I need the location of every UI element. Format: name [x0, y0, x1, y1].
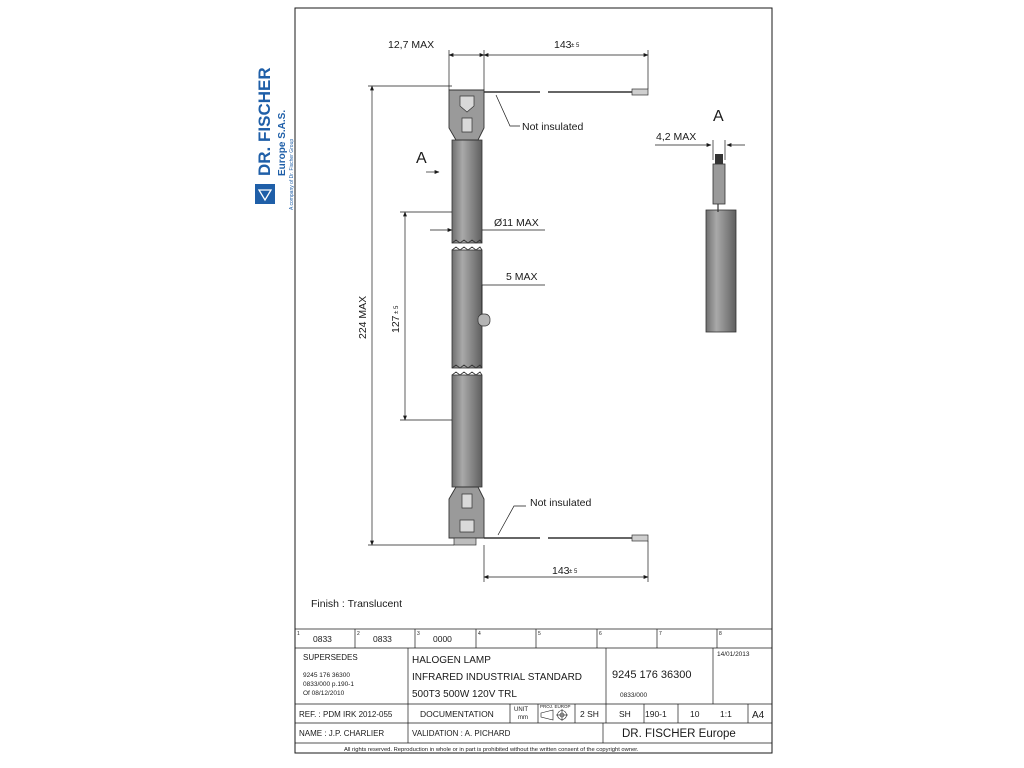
dim-filament-length: 127 — [390, 315, 402, 333]
logo-brand: DR. FISCHER — [255, 67, 274, 176]
rev-5-num: 5 — [538, 631, 541, 637]
rev-1-num: 1 — [297, 631, 300, 637]
sh-code: 190-1 — [645, 709, 667, 719]
projection-label: PROJ. EUROP — [540, 704, 571, 709]
part-sub: 0833/000 — [620, 692, 648, 699]
dim-pin: 5 MAX — [506, 271, 538, 283]
lamp-tube-top — [452, 140, 482, 243]
finish-note: Finish : Translucent — [311, 598, 403, 610]
sh-number: 10 — [690, 709, 700, 719]
view-label: A — [416, 150, 427, 167]
dim-lead-length-top: 143 — [554, 39, 572, 51]
rev-6-num: 6 — [599, 631, 602, 637]
dim-cap-width: 12,7 MAX — [388, 39, 435, 51]
drawing-date: 14/01/2013 — [717, 651, 750, 658]
sheet-count: 2 SH — [580, 709, 599, 719]
lamp-tube-bottom — [452, 375, 482, 487]
sh-label: SH — [619, 709, 631, 719]
dim-filament-tol: ± 5 — [394, 305, 400, 314]
logo-subtitle: Europe S.A.S. — [277, 109, 288, 176]
rev-2-num: 2 — [357, 631, 360, 637]
ref-number: REF. : PDM IRK 2012-055 — [299, 710, 393, 719]
detail-pin — [713, 164, 725, 204]
part-number: 9245 176 36300 — [612, 669, 692, 681]
lead-terminal-bottom — [632, 535, 648, 541]
dim-overall-length: 224 MAX — [357, 295, 369, 339]
note-top-lead: Not insulated — [522, 121, 584, 133]
exhaust-tip — [478, 314, 490, 326]
detail-pin-tip — [715, 154, 723, 164]
end-cap-bottom-foot — [454, 538, 476, 545]
rev-3-value: 0000 — [433, 634, 452, 644]
supersedes-line-1: 9245 176 36300 — [303, 672, 350, 679]
validation-name: VALIDATION : A. PICHARD — [412, 729, 511, 738]
dim-lead-tol-bottom: ± 5 — [569, 569, 578, 575]
rev-4-num: 4 — [478, 631, 481, 637]
paper-format: A4 — [752, 710, 765, 721]
title-line-2: INFRARED INDUSTRIAL STANDARD — [412, 672, 583, 683]
copyright-notice: All rights reserved. Reproduction in whole or in part is prohibited without the written consent of the copyright owner. — [344, 747, 639, 753]
dim-diameter: Ø11 MAX — [494, 217, 539, 229]
rev-8-num: 8 — [719, 631, 722, 637]
documentation-label: DOCUMENTATION — [420, 709, 494, 719]
logo-tagline: A company of Dr. Fischer Group — [289, 138, 295, 210]
rev-2-value: 0833 — [373, 634, 392, 644]
drafter-name: NAME : J.P. CHARLIER — [299, 729, 385, 738]
scale: 1:1 — [720, 709, 732, 719]
supersedes-line-2: 0833/000 p.190-1 — [303, 681, 354, 688]
rev-7-num: 7 — [659, 631, 662, 637]
lamp-tube-middle — [452, 250, 482, 368]
dim-lead-length-bottom: 143 — [552, 565, 570, 577]
dim-detail-width: 4,2 MAX — [656, 131, 697, 143]
note-bottom-lead: Not insulated — [530, 497, 592, 509]
supersedes-label: SUPERSEDES — [303, 653, 358, 662]
company-name: DR. FISCHER Europe — [622, 728, 736, 740]
rev-3-num: 3 — [417, 631, 420, 637]
title-line-1: HALOGEN LAMP — [412, 655, 491, 666]
rev-1-value: 0833 — [313, 634, 332, 644]
dim-lead-tol-top: ± 5 — [571, 43, 580, 49]
title-line-3: 500T3 500W 120V TRL — [412, 689, 517, 700]
unit-label: UNIT — [514, 707, 528, 713]
detail-tube — [706, 210, 736, 332]
lead-terminal-top — [632, 89, 648, 95]
unit-value: mm — [518, 715, 528, 721]
supersedes-line-3: Of 08/12/2010 — [303, 690, 345, 697]
detail-label: A — [713, 108, 724, 125]
